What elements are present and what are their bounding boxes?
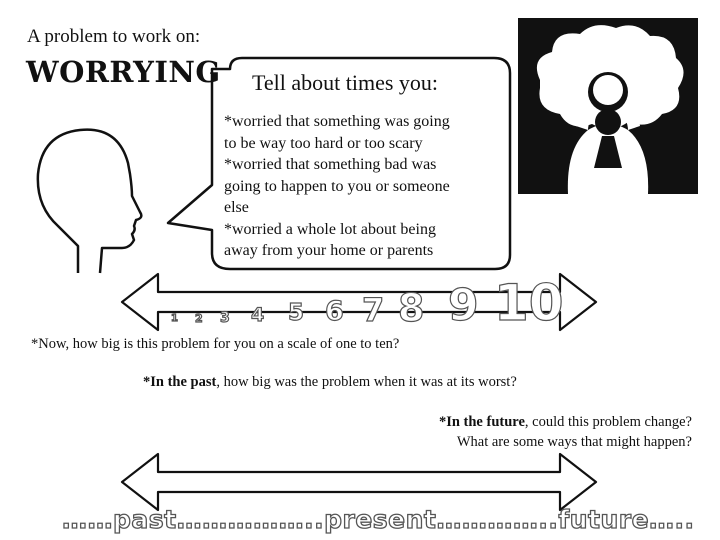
scale-number-2: 2 [195,312,203,325]
page-title: WORRYING [26,55,221,89]
question-future-lead: *In the future [438,414,525,430]
scale-number-8: 8 [398,286,425,330]
bubble-line: *worried that something was going [224,113,450,130]
question-past [143,374,517,391]
bubble-line: away from your home or parents [224,242,434,259]
scale-number-5: 5 [288,300,305,326]
page-subtitle: A problem to work on: [27,26,201,47]
bubble-text [224,111,509,262]
question-future-line2: What are some ways that might happen? [456,434,692,450]
bubble-line: else [224,199,249,216]
bubble-line: *worried that something bad was [224,156,437,173]
head-profile-icon [18,108,148,278]
question-future-rest: , could this problem change? [524,414,692,430]
bubble-line: going to happen to you or someone [224,177,450,195]
question-now: *Now, how big is this problem for you on a scale of one to ten? [31,336,400,352]
question-future [439,412,692,452]
timeline-label: ……past……………..present…………..future….. [62,505,695,534]
scale-number-1: 1 [171,313,178,324]
scale-number-4: 4 [251,304,265,326]
question-past-rest: , how big was the problem when it was at its worst? [216,374,517,390]
bubble-line: to be way too hard or too scary [224,134,423,152]
question-future-line1 [439,412,692,432]
scale-number-3: 3 [220,310,230,326]
question-past-lead: *In the past [143,374,217,390]
scale-number-6: 6 [325,296,344,327]
scale-number-10: 10 [494,274,564,332]
bubble-title: Tell about times you: [252,70,439,95]
bubble-line: *worried a whole lot about being [224,220,436,238]
scale-number-7: 7 [362,291,385,329]
worried-thinker-icon [518,18,698,194]
scale-number-9: 9 [448,280,479,331]
